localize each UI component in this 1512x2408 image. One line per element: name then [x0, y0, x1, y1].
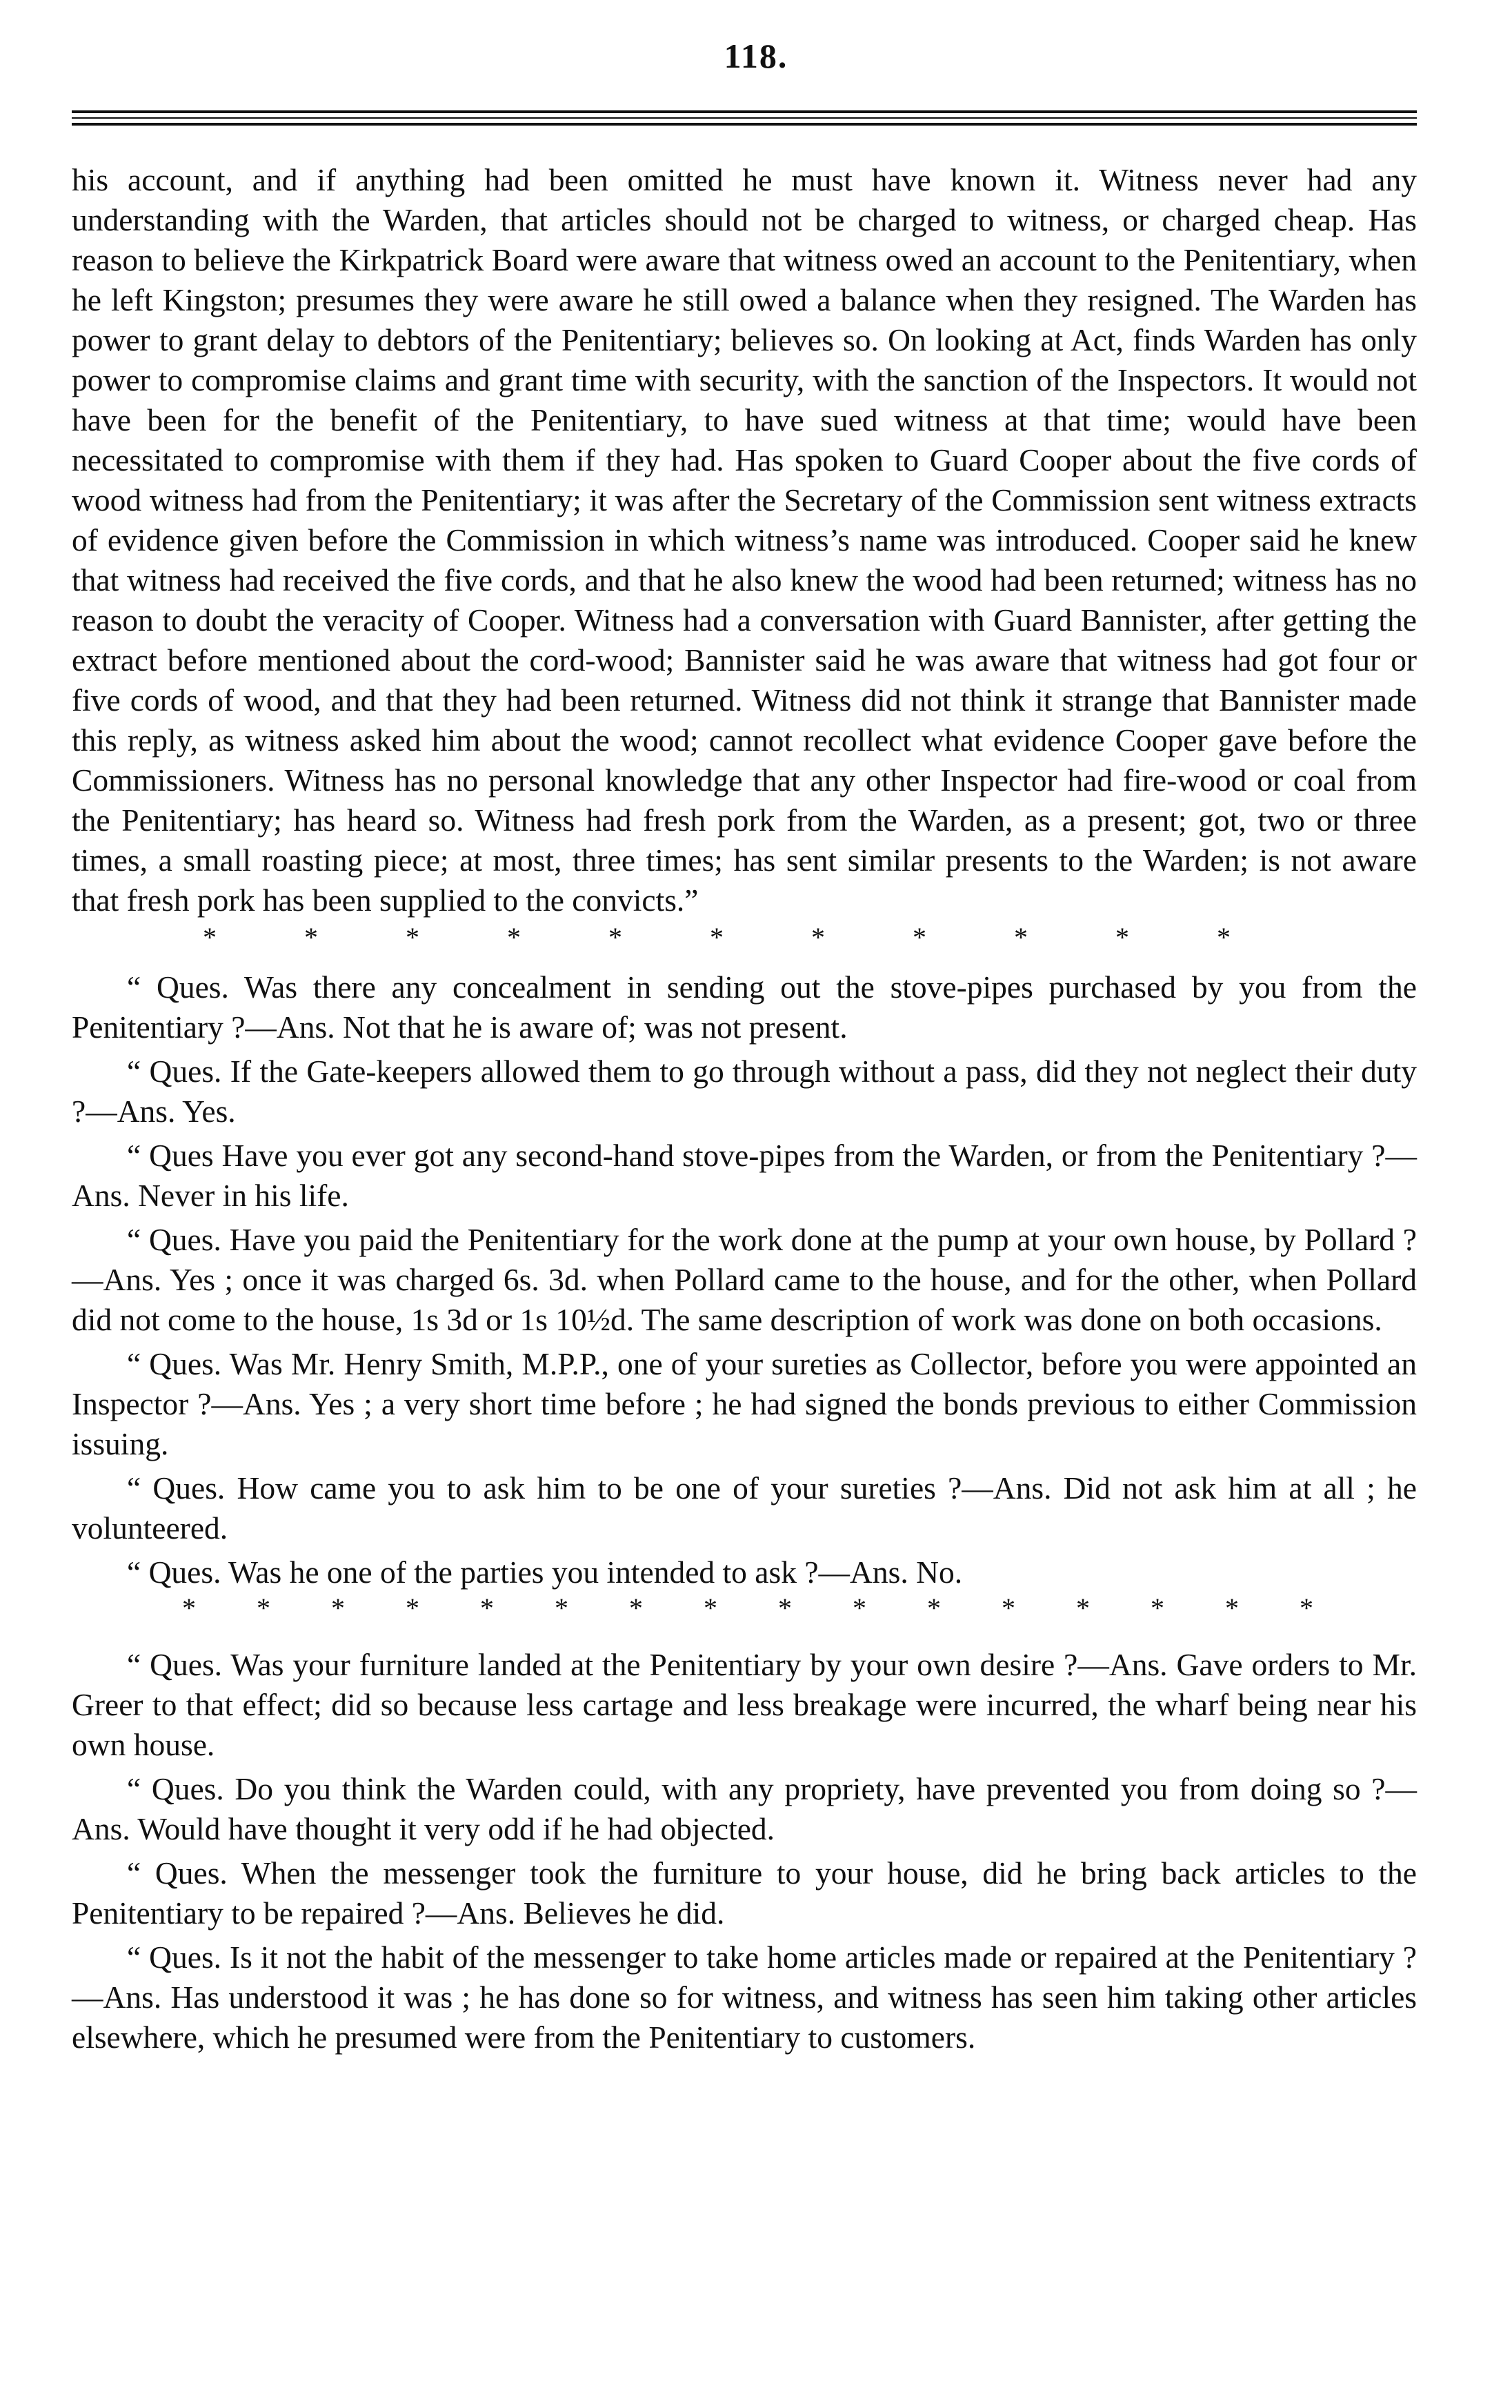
question-paragraph: “ Ques. Was there any concealment in sending out the stove-pipes purchased by you from the Penitentiary ?—Ans. Not that he is aware of; was not present.	[72, 969, 1417, 1045]
star-separator: *	[710, 922, 724, 953]
section-break-stars	[72, 922, 1417, 954]
star-separator: *	[1076, 1592, 1090, 1624]
star-separator: *	[927, 1592, 941, 1624]
star-separator: *	[331, 1592, 345, 1624]
star-separator: *	[1300, 1592, 1313, 1624]
question-paragraph: “ Ques. When the messenger took the furniture to your house, did he bring back articles to the Penitentiary to be repaired ?—Ans. Believes he did.	[72, 1855, 1417, 1931]
star-separator: *	[406, 1592, 419, 1624]
star-separator: *	[1014, 922, 1028, 953]
star-separator: *	[304, 922, 318, 953]
star-separator: *	[480, 1592, 494, 1624]
section-break-stars	[72, 1592, 1417, 1624]
star-separator: *	[406, 922, 419, 953]
header-rule	[72, 117, 1417, 119]
star-separator: *	[629, 1592, 643, 1624]
question-paragraph: “ Ques. Is it not the habit of the messenger to take home articles made or repaired at the Penitentiary ?—Ans. Has understood it was ; he has done so for witness, and witness has seen him taking other articles elsewhere, which he presumed were from the Penitentiary to customers.	[72, 1940, 1417, 2055]
star-separator: *	[203, 922, 217, 953]
question-paragraph: “ Ques Have you ever got any second-hand stove-pipes from the Warden, or from the Penitentiary ?—Ans. Never in his life.	[72, 1138, 1417, 1213]
star-separator: *	[913, 922, 926, 953]
question-paragraph: “ Ques. Have you paid the Penitentiary for the work done at the pump at your own house, by Pollard ?—Ans. Yes ; once it was charged 6s. 3d. when Pollard came to the house, and for the other, when Pollard did not come to the house, 1s 3d or 1s 10½d. The same description of work was done on both occasions.	[72, 1222, 1417, 1337]
star-separator: *	[778, 1592, 792, 1624]
star-separator: *	[853, 1592, 866, 1624]
star-separator: *	[555, 1592, 568, 1624]
page-body	[72, 160, 1417, 2057]
star-separator: *	[1151, 1592, 1164, 1624]
star-separator: *	[704, 1592, 717, 1624]
question-paragraph: “ Ques. If the Gate-keepers allowed them to go through without a pass, did they not neglect their duty ?—Ans. Yes.	[72, 1054, 1417, 1129]
question-paragraph: “ Ques. Was your furniture landed at the Penitentiary by your own desire ?—Ans. Gave orders to Mr. Greer to that effect; did so because less cartage and less breakage were incurred, the wharf being near his own house.	[72, 1647, 1417, 1762]
intro-paragraph: his account, and if anything had been omitted he must have known it. Witness never had any understanding with the Warden, that articles should not be charged to witness, or charged cheap. Has reason to believe the Kirkpatrick Board were aware that witness owed an account to the Penitentiary, when he left Kingston; presumes they were aware he still owed a balance when they resigned. The Warden has power to grant delay to debtors of the Penitentiary; believes so. On looking at Act, finds Warden has only power to compromise claims and grant time with security, with the sanction of the Inspectors. It would not have been for the benefit of the Penitentiary, to have sued witness at that time; would have been necessitated to compromise with them if they had. Has spoken to Guard Cooper about the five cords of wood witness had from the Penitentiary; it was after the Secretary of the Commission sent witness extracts of evidence given before the Commission in which witness’s name was introduced. Cooper said he knew that witness had received the five cords, and that he also knew the wood had been returned; witness has no reason to doubt the veracity of Cooper. Witness had a conversation with Guard Bannister, after getting the extract before mentioned about the cord-wood; Bannister said he was aware that witness had got four or five cords of wood, and that they had been returned. Witness did not think it strange that Bannister made this reply, as witness asked him about the wood; cannot recollect what evidence Cooper gave before the Commissioners. Witness has no personal knowledge that any other Inspector had fire-wood or coal from the Penitentiary; has heard so. Witness had fresh pork from the Warden, as a present; got, two or three times, a small roasting piece; at most, three times; has sent similar presents to the Warden; is not aware that fresh pork has been supplied to the convicts.”	[72, 162, 1417, 918]
question-paragraph: “ Ques. Was he one of the parties you intended to ask ?—Ans. No.	[127, 1555, 963, 1590]
star-separator: *	[507, 922, 521, 953]
star-separator: *	[1225, 1592, 1239, 1624]
star-separator: *	[1115, 922, 1129, 953]
header-rule	[72, 123, 1417, 126]
star-separator: *	[811, 922, 825, 953]
question-paragraph: “ Ques. Was Mr. Henry Smith, M.P.P., one of your sureties as Collector, before you were appointed an Inspector ?—Ans. Yes ; a very short time before ; he had signed the bonds previous to either Commission issuing.	[72, 1346, 1417, 1461]
header-rule	[72, 110, 1417, 113]
star-separator: *	[1217, 922, 1231, 953]
star-separator: *	[1002, 1592, 1015, 1624]
page-number: 118.	[724, 37, 788, 75]
question-paragraph: “ Ques. How came you to ask him to be one of your sureties ?—Ans. Did not ask him at all ; he volunteered.	[72, 1470, 1417, 1546]
star-separator: *	[608, 922, 622, 953]
question-paragraph: “ Ques. Do you think the Warden could, with any propriety, have prevented you from doing so ?—Ans. Would have thought it very odd if he had objected.	[72, 1771, 1417, 1846]
star-separator: *	[257, 1592, 270, 1624]
star-separator: *	[182, 1592, 196, 1624]
